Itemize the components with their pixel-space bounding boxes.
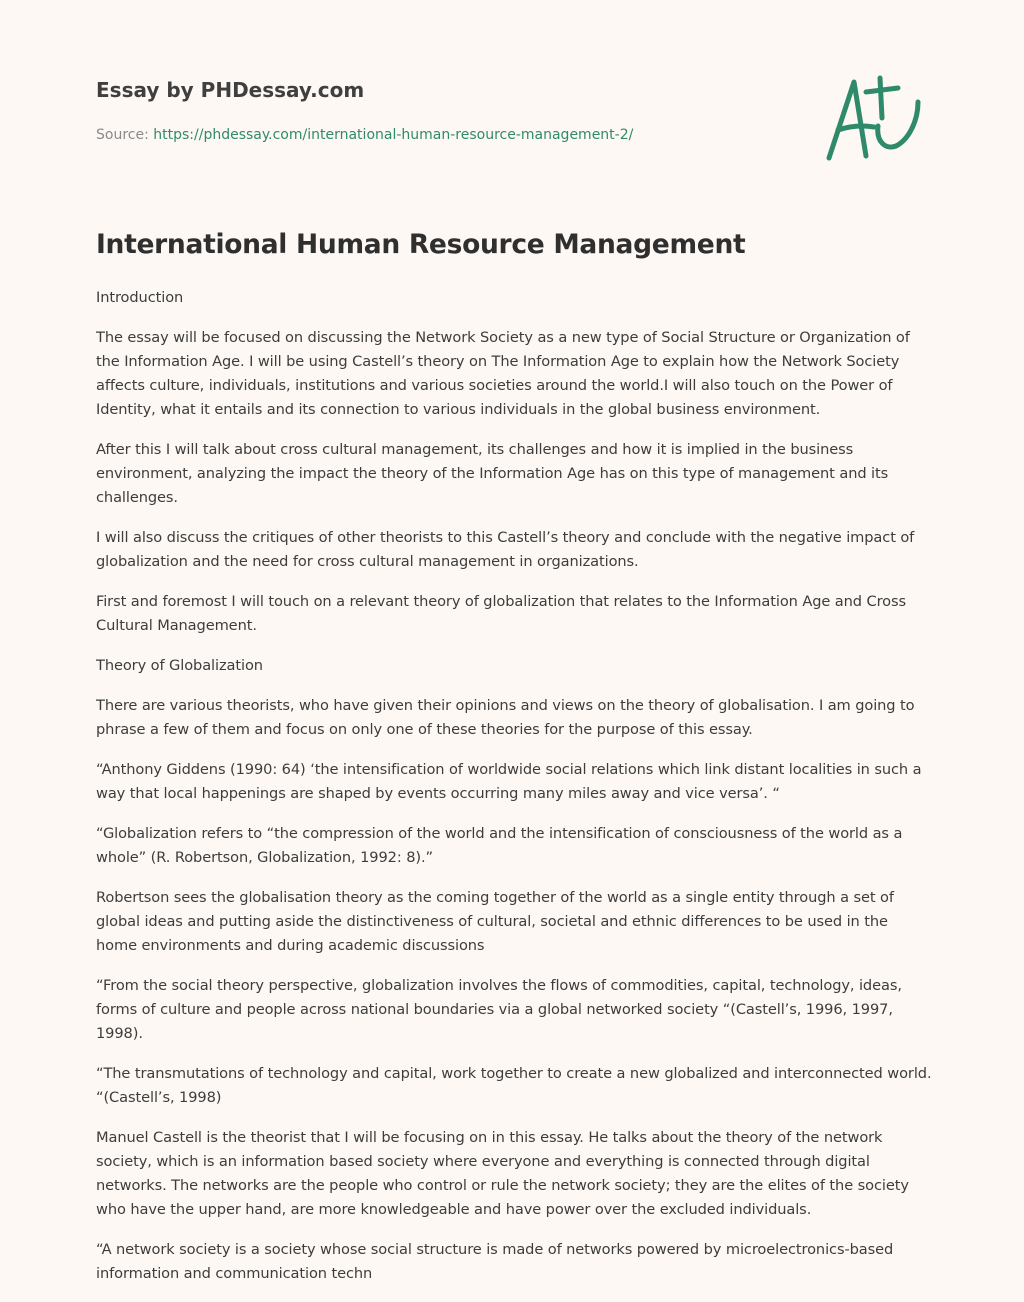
paragraph: Theory of Globalization (96, 657, 263, 674)
paragraph: There are various theorists, who have given their opinions and views on the theory of globalisation. I am going to phrase a few of them and focus on only one of these theories for the purpose of this essay. (96, 697, 915, 738)
essay-body (96, 226, 932, 1302)
essay-title: International Human Resource Management (96, 229, 746, 260)
source-line (96, 125, 796, 145)
paragraph: “A network society is a society whose social structure is made of networks powered by microelectronics-based information and communication techn (96, 1241, 894, 1282)
paragraph: The essay will be focused on discussing the Network Society as a new type of Social Structure or Organization of the Information Age. I will be using Castell’s theory on The Information Age to explain how the Network Society affects culture, individuals, institutions and various societies around the world.I will also touch on the Power of Identity, what it entails and its connection to various individuals in the global business environment. (96, 329, 910, 418)
source-label: Source: (96, 127, 154, 143)
paragraph: “Anthony Giddens (1990: 64) ‘the intensification of worldwide social relations which link distant localities in such a way that local happenings are shaped by events occurring many miles away and vice versa’. “ (96, 761, 922, 802)
paragraph: After this I will talk about cross cultural management, its challenges and how it is implied in the business environment, analyzing the impact the theory of the Information Age has on this type of management and its challenges. (96, 441, 889, 506)
paragraph: Robertson sees the globalisation theory as the coming together of the world as a single entity through a set of global ideas and putting aside the distinctiveness of cultural, societal and ethnic differences to be used in the home environments and during academic discussions (96, 889, 894, 954)
source-link[interactable]: https://phdessay.com/international-human-resource-management-2/ (153, 127, 634, 143)
paragraph: “The transmutations of technology and capital, work together to create a new globalized and interconnected world. “(Castell’s, 1998) (96, 1065, 932, 1106)
paragraph: I will also discuss the critiques of other theorists to this Castell’s theory and conclude with the negative impact of globalization and the need for cross cultural management in organizations. (96, 529, 915, 570)
paragraph: Introduction (96, 289, 184, 306)
paragraph: Manuel Castell is the theorist that I will be focusing on in this essay. He talks about the theory of the network society, which is an information based society where everyone and everything is connected through digital networks. The networks are the people who control or rule the network society; they are the elites of the society who have the upper hand, are more knowledgeable and have power over the excluded individuals. (96, 1129, 909, 1218)
essay-header (96, 76, 796, 145)
a-plus-logo-icon (822, 70, 928, 164)
paragraph: “From the social theory perspective, globalization involves the flows of commodities, capital, technology, ideas, forms of culture and people across national boundaries via a global networked society “(Castell’s, 1996, 1997, 1998). (96, 977, 902, 1042)
brand-title: Essay by PHDessay.com (96, 78, 365, 102)
paragraph: First and foremost I will touch on a relevant theory of globalization that relates to the Information Age and Cross Cultural Management. (96, 593, 907, 634)
paragraph: “Globalization refers to “the compression of the world and the intensification of consciousness of the world as a whole” (R. Robertson, Globalization, 1992: 8).” (96, 825, 903, 866)
